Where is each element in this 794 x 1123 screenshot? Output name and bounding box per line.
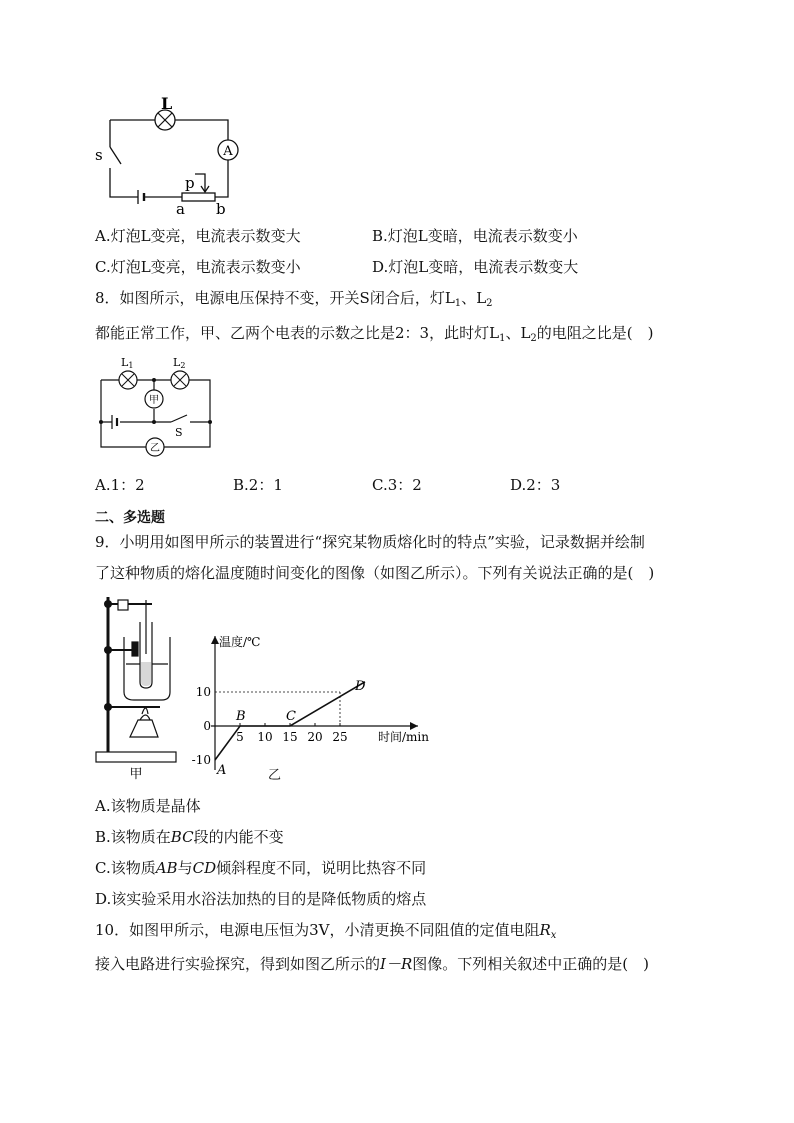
lamp-l1-icon — [119, 371, 137, 389]
q9-stem-line1: 9．小明用如图甲所示的装置进行“探究某物质熔化时的特点”实验，记录数据并绘制 — [95, 533, 645, 551]
q9-option-d[interactable]: D.该实验采用水浴法加热的目的是降低物质的熔点 — [95, 890, 427, 908]
y-axis-arrow — [211, 636, 219, 644]
point-label-b: B — [236, 709, 246, 724]
q8-stem-line2: 都能正常工作，甲、乙两个电表的示数之比是2：3，此时灯$L_1$、$L_2$的电阻之比是( ) — [95, 324, 654, 344]
x-axis-label: 时间/min — [378, 730, 429, 744]
q8-option-b[interactable]: B.2：1 — [233, 476, 283, 494]
q8-option-a[interactable]: A.1：2 — [95, 476, 145, 494]
q9-option-b[interactable]: B.该物质在BC段的内能不变 — [95, 828, 284, 846]
terminal-b-label: b — [216, 200, 226, 218]
q8-option-d[interactable]: D.2：3 — [510, 476, 561, 494]
q8-option-c[interactable]: C.3：2 — [372, 476, 422, 494]
lamp-label: L — [161, 94, 173, 113]
switch-s-label: S — [175, 426, 183, 439]
q9-option-c[interactable]: C.该物质AB与CD倾斜程度不同，说明比热容不同 — [95, 859, 427, 877]
q7-option-d[interactable]: D.灯泡L变暗，电流表示数变大 — [372, 258, 579, 276]
q7-option-a[interactable]: A.灯泡L变亮，电流表示数变大 — [95, 227, 301, 245]
caption-jia: 甲 — [129, 767, 143, 782]
svg-text:甲: 甲 — [149, 395, 159, 406]
point-label-c: C — [286, 709, 296, 724]
meter-jia-icon — [145, 390, 163, 408]
x-tick-label: 20 — [307, 730, 323, 744]
x-tick-label: 5 — [236, 730, 244, 744]
l1-label: L1 — [121, 356, 134, 370]
l2-label: L2 — [173, 356, 186, 370]
svg-text:A: A — [223, 144, 233, 159]
q9-stem-line2: 了这种物质的熔化温度随时间变化的图像（如图乙所示）。下列有关说法正确的是( ) — [95, 564, 655, 582]
caption-yi: 乙 — [268, 768, 282, 783]
slider-label: p — [185, 174, 195, 192]
svg-text:乙: 乙 — [150, 443, 160, 454]
x-axis-arrow — [410, 722, 418, 730]
y-axis-label: 温度/℃ — [219, 635, 261, 649]
q10-stem-line2: 接入电路进行实验探究，得到如图乙所示的I－R图像。下列相关叙述中正确的是( ) — [95, 955, 649, 973]
point-label-d: D — [355, 678, 366, 694]
q9-apparatus-diagram — [94, 592, 184, 782]
q7-option-c[interactable]: C.灯泡L变亮，电流表示数变小 — [95, 258, 301, 276]
q7-circuit-diagram — [90, 92, 250, 217]
meter-yi-icon — [146, 438, 164, 456]
switch-label: s — [95, 146, 103, 164]
q10-stem-line1: 10．如图甲所示，电源电压恒为3V，小清更换不同阻值的定值电阻$R_x$ — [95, 921, 557, 941]
y-tick-label: 0 — [203, 719, 211, 733]
x-tick-label: 15 — [282, 730, 298, 744]
q8-circuit-diagram — [95, 352, 220, 462]
q9-option-a[interactable]: A.该物质是晶体 — [95, 797, 201, 815]
lamp-icon — [155, 110, 175, 130]
ammeter-icon — [218, 140, 238, 160]
x-tick-label: 25 — [332, 730, 348, 744]
q7-option-b[interactable]: B.灯泡L变暗，电流表示数变小 — [372, 227, 578, 245]
q9-temperature-chart — [190, 635, 429, 785]
y-tick-label: -10 — [191, 753, 211, 767]
point-label-a: A — [217, 763, 227, 778]
lamp-l2-icon — [171, 371, 189, 389]
terminal-a-label: a — [176, 200, 185, 218]
section-title: 二、多选题 — [95, 510, 165, 526]
q8-stem-line1: 8．如图所示，电源电压保持不变，开关S闭合后，灯$L_1$、$L_2$ — [95, 289, 493, 309]
y-tick-label: 10 — [195, 685, 211, 699]
x-tick-label: 10 — [257, 730, 273, 744]
